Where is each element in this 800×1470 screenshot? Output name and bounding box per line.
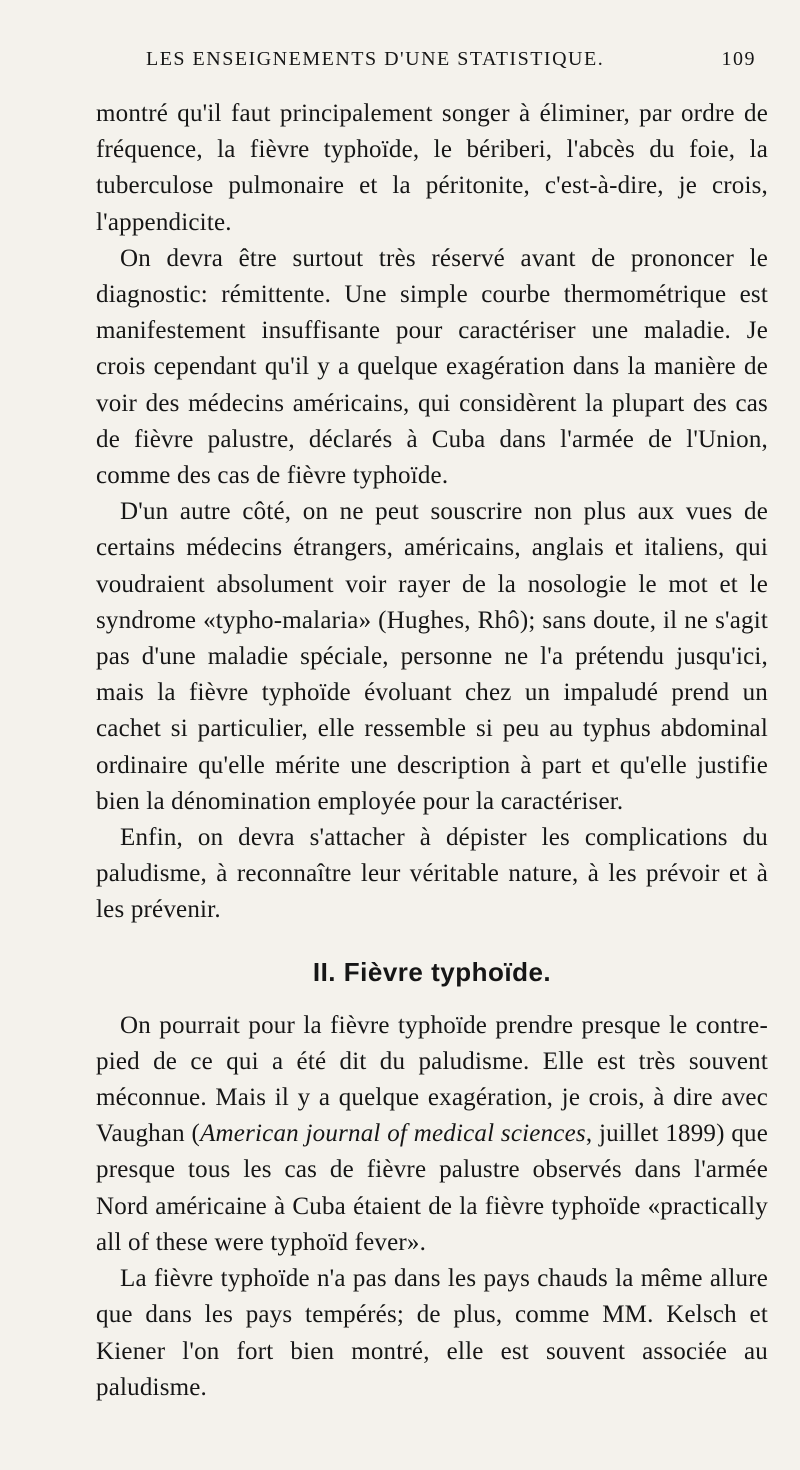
paragraph-typhoid-intro-end: , juillet 1899) que presque tous les cas de fièvre palustre observés dans l'armée Nord américaine à Cuba étaient de la fièvre typhoïde «practically all of these were typhoïd fever».: [96, 1120, 769, 1256]
paragraph-diagnostic: On devra être surtout très réservé avant de prononcer le diagnostic: rémittente. Une simple courbe thermométrique est manifestement insuffisante pour caractériser une maladie. Je crois cependant qu'il y a quelque exagération dans la manière de voir des médecins américains, qui considèrent la plupart des cas de fièvre palustre, déclarés à Cuba dans l'armée de l'Union, comme des cas de fièvre typhoïde.: [96, 244, 768, 490]
journal-title: American journal of medical sciences: [200, 1120, 586, 1148]
paragraph-complications: Enfin, on devra s'attacher à dépister les complications du paludisme, à reconnaître leur véritable nature, à les prévoir et à les prévenir.: [96, 824, 768, 924]
running-title: LES ENSEIGNEMENTS D'UNE STATISTIQUE.: [146, 48, 605, 70]
paragraph-typho-malaria: D'un autre côté, on ne peut souscrire non plus aux vues de certains médecins étrangers, américains, anglais et italiens, qui voudraient absolument voir rayer de la nosologie le mot et le syndrome «typho-malaria» (Hughes, Rhô); sans doute, il ne s'agit pas d'une maladie spéciale, personne ne l'a prétendu jusqu'ici, mais la fièvre typhoïde évoluant chez un impaludé prend un cachet si particulier, elle ressemble si peu au typhus abdominal ordinaire qu'elle mérite une description à part et qu'elle justifie bien la dénomination employée pour la caractériser.: [96, 498, 768, 815]
body-text: [96, 96, 768, 1406]
section-heading: II. Fièvre typhoïde.: [312, 956, 552, 987]
paragraph-continuation: montré qu'il faut principalement songer à éliminer, par ordre de fréquence, la fièvre typhoïde, le bériberi, l'abcès du foie, la tuberculose pulmonaire et la péritonite, c'est-à-dire, je crois, l'appendicite.: [96, 100, 768, 236]
paragraph-typhoid-intro: [96, 1008, 768, 1261]
paragraph-typhoid-intro-start: On pourrait pour la fièvre typhoïde prendre presque le contre-pied de ce qui a été dit du paludisme. Elle est très souvent méconnue. Mais il y a quelque exagération, je crois, à dire avec Vaughan (: [96, 1011, 768, 1148]
paragraph-typhoid-hot-countries: La fièvre typhoïde n'a pas dans les pays chauds la même allure que dans les pays tempérés; de plus, comme MM. Kelsch et Kiener l'on fort bien montré, elle est souvent associée au paludisme.: [96, 1265, 768, 1401]
page-number: 109: [721, 48, 756, 70]
running-head: [96, 48, 768, 96]
